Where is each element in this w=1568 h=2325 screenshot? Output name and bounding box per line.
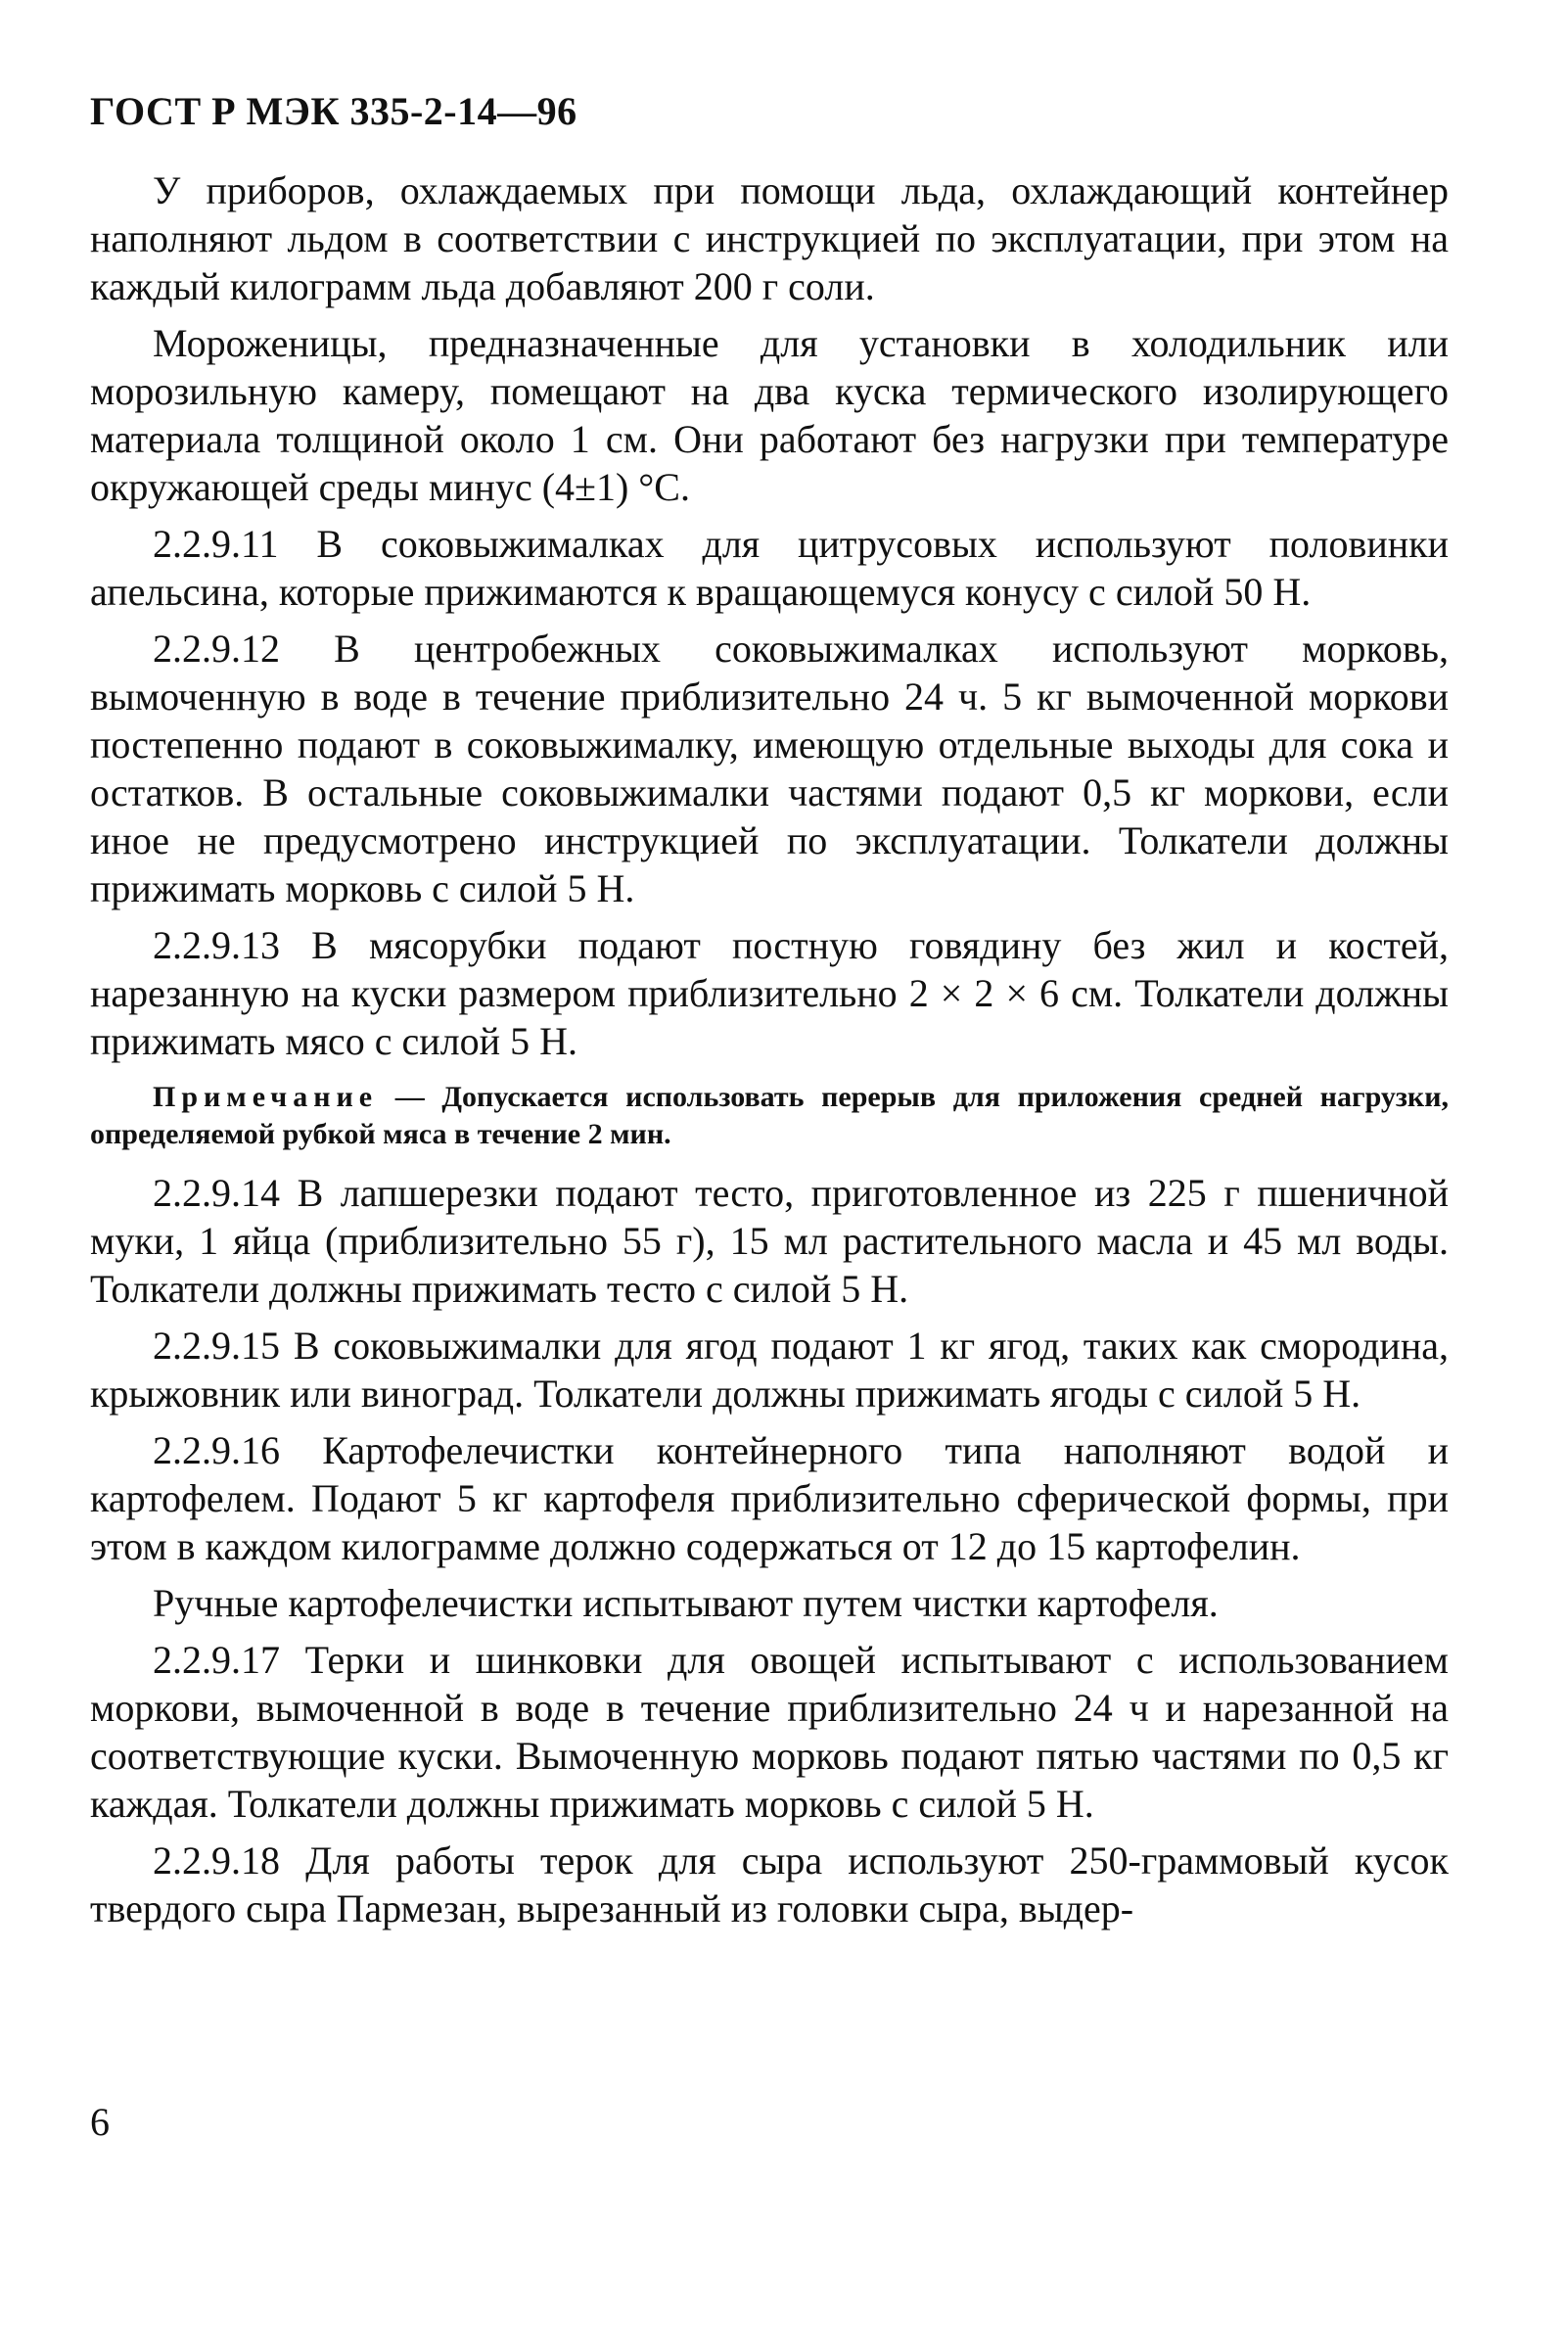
document-header: ГОСТ Р МЭК 335-2-14—96: [90, 89, 577, 133]
paragraph-2-2-9-12: 2.2.9.12 В центробежных соковыжималках используют морковь, вымоченную в воде в течение приблизительно 24 ч. 5 кг вымоченной моркови постепенно подают в соковыжималку, имеющую отдельные выходы для сока и остатков. В остальные соковыжималки частями подают 0,5 кг моркови, если иное не предусмотрено инструкцией по эксплуатации. Толкатели должны прижимать морковь с силой 5 Н.: [90, 627, 1449, 910]
paragraph-2-2-9-13: 2.2.9.13 В мясорубки подают постную говядину без жил и костей, нарезанную на куски размером приблизительно 2 × 2 × 6 см. Толкатели должны прижимать мясо с силой 5 Н.: [90, 923, 1449, 1063]
note-label: Примечание: [153, 1081, 379, 1113]
paragraph-2-2-9-14: 2.2.9.14 В лапшерезки подают тесто, приготовленное из 225 г пшеничной муки, 1 яйца (приблизительно 55 г), 15 мл растительного масла и 45 мл воды. Толкатели должны прижимать тесто с силой 5 Н.: [90, 1171, 1449, 1311]
paragraph-2-2-9-11: 2.2.9.11 В соковыжималках для цитрусовых используют половинки апельсина, которые прижимаются к вращающемуся конусу с силой 50 Н.: [90, 522, 1449, 614]
paragraph-ice-cream-makers: Мороженицы, предназначенные для установки в холодильник или морозильную камеру, помещают на два куска термического изолирующего материала толщиной около 1 см. Они работают без нагрузки при температуре окружающей среды минус (4±1) °С.: [90, 321, 1449, 509]
paragraph-manual-peelers: Ручные картофелечистки испытывают путем чистки картофеля.: [153, 1581, 1219, 1625]
paragraph-2-2-9-18: 2.2.9.18 Для работы терок для сыра используют 250-граммовый кусок твердого сыра Пармезан, вырезанный из головки сыра, выдер-: [90, 1838, 1449, 1930]
paragraph-2-2-9-17: 2.2.9.17 Терки и шинковки для овощей испытывают с использованием моркови, вымоченной в воде в течение приблизительно 24 ч и нарезанной на соответствующие куски. Вымоченную морковь подают пятью частями по 0,5 кг каждая. Толкатели должны прижимать морковь с силой 5 Н.: [90, 1638, 1449, 1826]
document-page: [90, 90, 1449, 2293]
paragraph-2-2-9-15: 2.2.9.15 В соковыжималки для ягод подают 1 кг ягод, таких как смородина, крыжовник или виноград. Толкатели должны прижимать ягоды с силой 5 Н.: [90, 1324, 1449, 1416]
paragraph-ice-cooled: У приборов, охлаждаемых при помощи льда, охлаждающий контейнер наполняют льдом в соответствии с инструкцией по эксплуатации, при этом на каждый килограмм льда добавляют 200 г соли.: [90, 168, 1449, 308]
note: [90, 1079, 1449, 1153]
paragraph-2-2-9-16: 2.2.9.16 Картофелечистки контейнерного типа наполняют водой и картофелем. Подают 5 кг картофеля приблизительно сферической формы, при этом в каждом килограмме должно содержаться от 12 до 15 картофелин.: [90, 1428, 1449, 1568]
page-number: 6: [90, 2100, 110, 2144]
note-text: — Допускается использовать перерыв для приложения средней нагрузки, определяемой рубкой мяса в течение 2 мин.: [90, 1081, 1449, 1150]
